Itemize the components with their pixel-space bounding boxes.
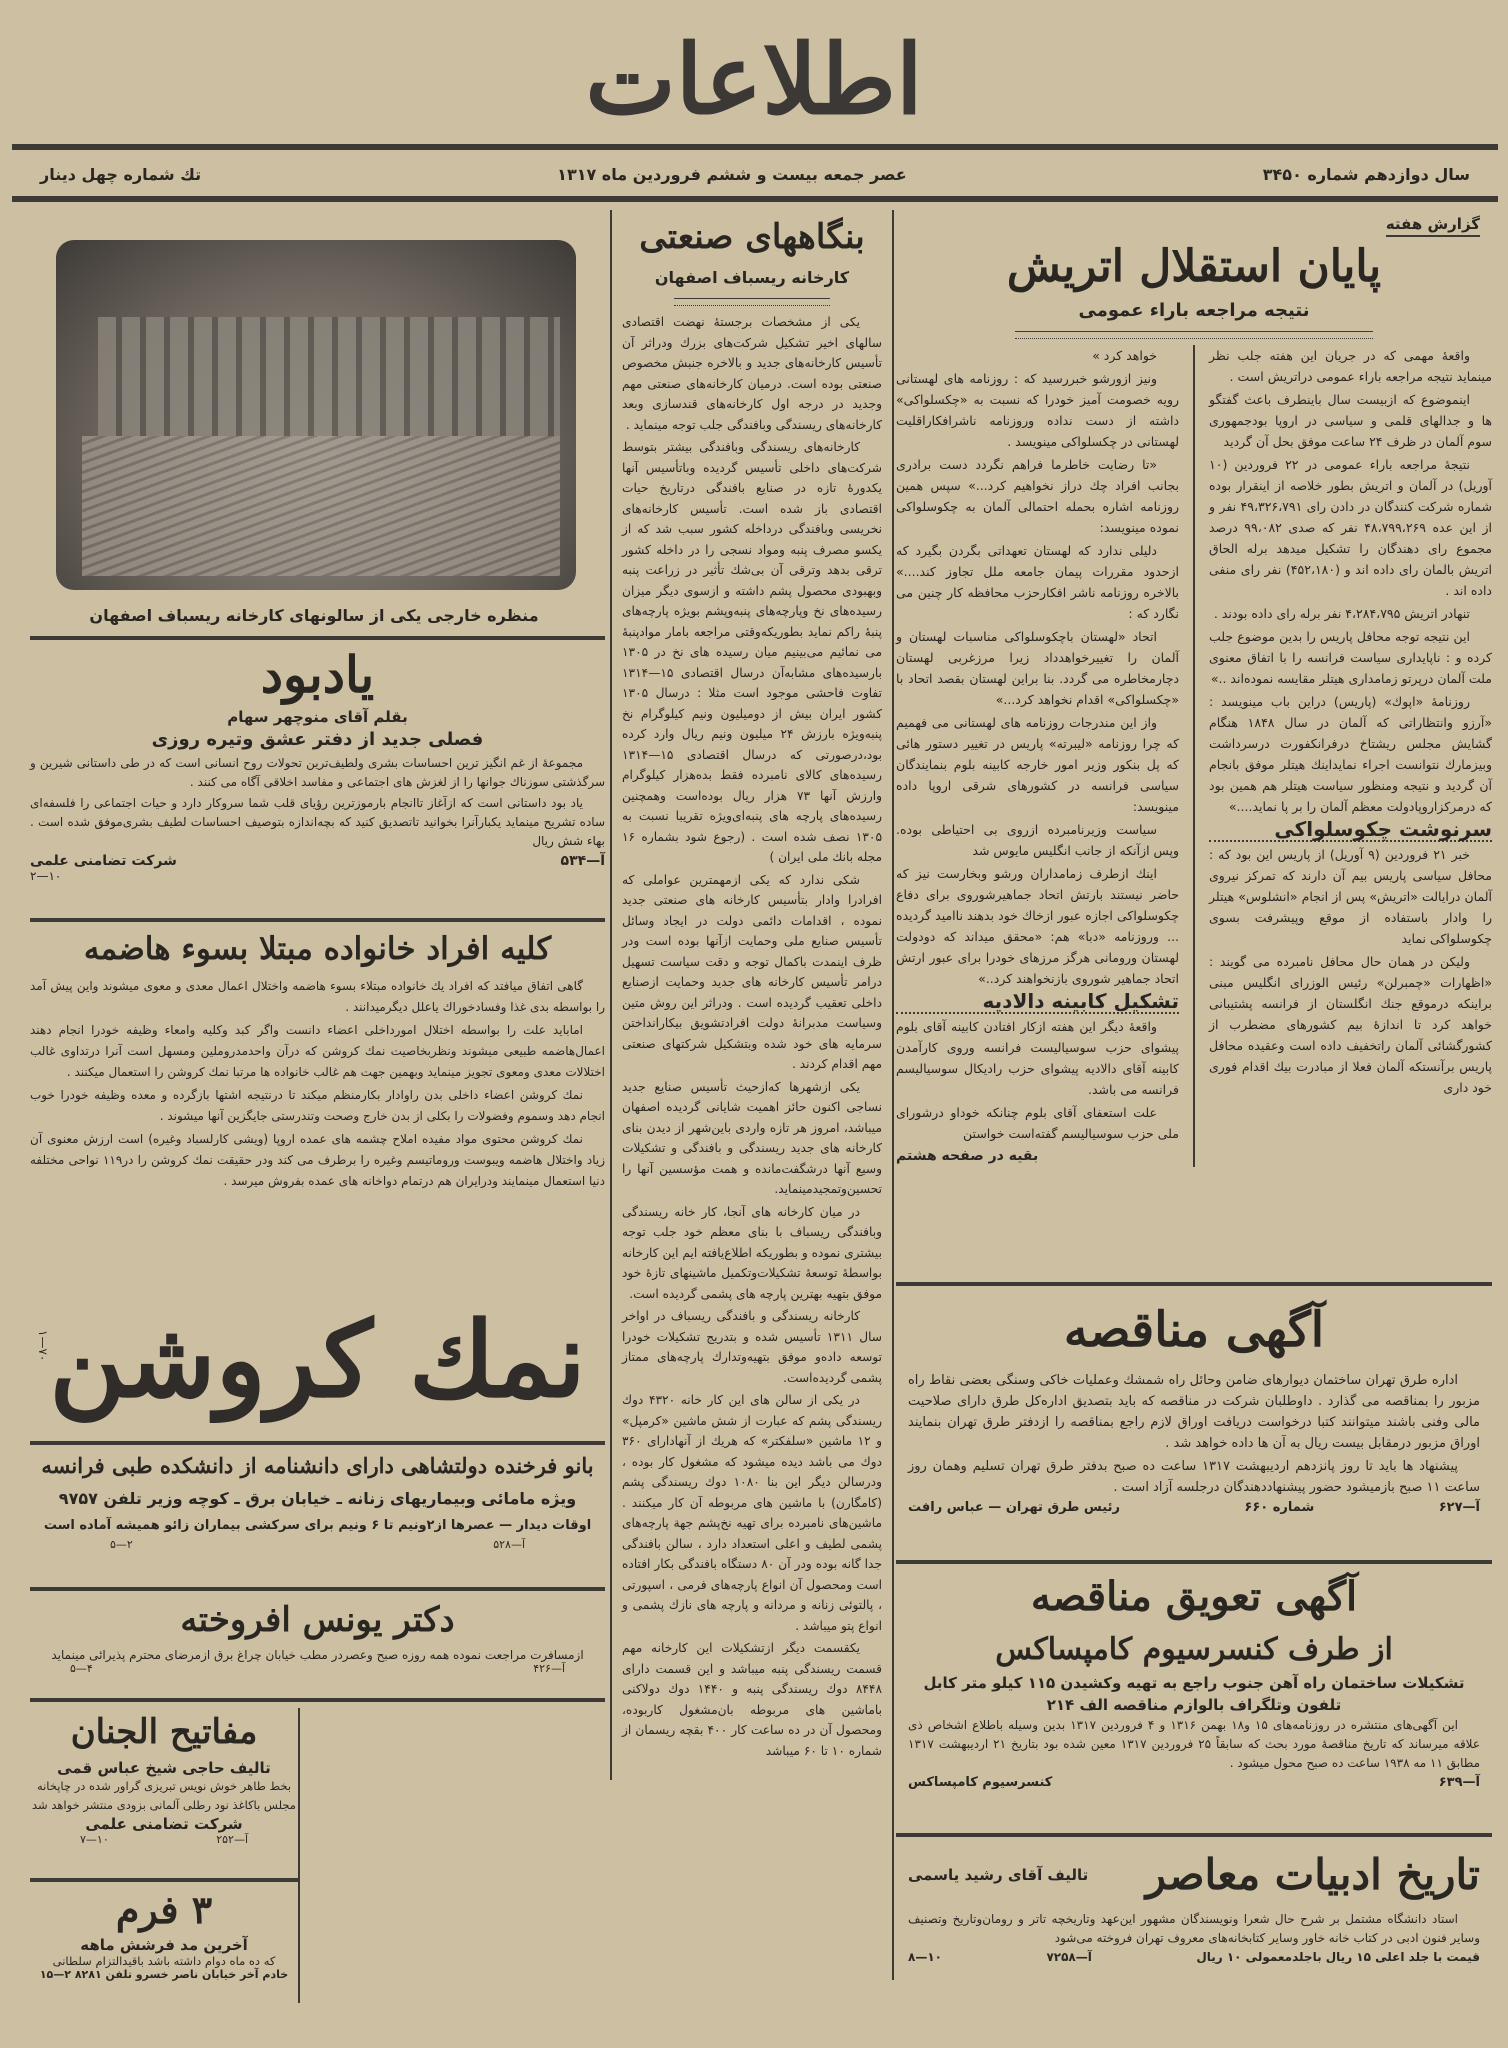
ad-title: تاریخ ادبیات معاصر xyxy=(1145,1850,1480,1899)
mafatih-book-ad xyxy=(30,1705,298,1875)
ad-code: آ—۷۲۵۸ xyxy=(1046,1950,1092,1964)
paragraph: در یکی از سالن های این کار خانه ۴۳۲۰ دوك ریسندگی پشم که عبارت از شش ماشین «کرمپل» و ۱۲ ماشین «سلفکتر» که هریك از آنهادارای ۳۶۰ دوك می باشد دیده میشود که مشغول کار بوده ، ودرسالن دیگر این بنا ۱۰۸۰ دوك ریسندگی پشم (کامگارن) با ماشین های مربوطه آن کار میکنند . ماشین‌های نامبرده برای تهیه نخ‌پشم جهة پارچه‌های پشمی لطیف و اعلی استعداد دارد ، سالن بافندگی جدا گانه بوده ودر آن ۸۰ دستگاه بافندگی بکار افتاده است ومحصول آن انواع پارچه‌های فرمی ، اسپورتی ، پالتوئی زنانه و مردانه و پارچه های نازك پشمی و انواع پتو میباشد . xyxy=(622,1393,883,1633)
section-kicker: گزارش هفته xyxy=(1386,215,1480,237)
ad-line-3: اوقات دیدار — عصرها از۲ونیم تا ۶ ونیم برای سرکشی بیماران زائو همیشه آماده است xyxy=(43,1518,592,1533)
doctor-farkhondeh-ad xyxy=(30,1448,605,1583)
paragraph: این نتیجه توجه محافل پاریس را بدین موضوع جلب کرده و : ناپایداری سیاست فرانسه را با اتفاق معنوی ملت آلمان درپرتو زمامداری هیتلر مقایسه نموده‌اند ..» xyxy=(1209,629,1492,686)
section-rule xyxy=(30,636,605,640)
tender-postponement-ad xyxy=(896,1566,1492,1828)
paragraph: مجموعهٔ از غم انگیز ترین احساسات بشری ولطیف‌ترین تحولات روح انسانی است که در طی داستانی شیرین و سرگذشتی سوزناك جوانها را از لغزش های اجتماعی و مفاسد اخلاقی آگاه می کنند . xyxy=(30,756,605,789)
article-subheadline: نتیجه مراجعه باراء عمومی xyxy=(1078,300,1310,321)
courtyard-shape xyxy=(82,436,560,576)
article-body xyxy=(622,312,882,1761)
ad-code: ۷۰—۱ xyxy=(36,1330,50,1362)
masthead xyxy=(0,20,1508,140)
dateline-rule xyxy=(12,196,1498,202)
ad-author: بقلم آقای منوچهر سهام xyxy=(227,708,408,726)
issue-date: عصر جمعه بیست و ششم فروردین ماه ۱۳۱۷ xyxy=(557,164,907,184)
paragraph: علت استعفای آقای بلوم چنانکه خوداو درشورای ملی حزب سوسیالیسم گفته‌است خواستن xyxy=(896,1105,1180,1141)
paragraph: یکی ازشهرها که‌ازحیث تأسیس صنایع جدید نساجی اکنون حائز اهمیت شایانی گردیده اصفهان میباشد، امروز هر تازه واردی باین‌شهر از دیدن بنای کارخانه های جدید ریسندگی و بافندگی و تشکیلات وسیع آنها درشگفت‌مانده و همت مؤسسین آنها را تحسین‌وتمجید‌مینماید. xyxy=(622,1079,882,1196)
newspaper-logo: اطلاعات xyxy=(585,23,923,136)
paragraph: کارخانه ریسندگی و بافندگی ریسباف در اواخر سال ۱۳۱۱ تأسیس شده و بتدریج تشکیلات خودرا توسعه داده‌و موفق بتهیه‌وتدارك پارچه‌های ممتاز پشمی گردیده‌است. xyxy=(622,1309,883,1385)
paragraph: کارخانه‌های ریسندگی وبافندگی بیشتر بتوسط شرکت‌های داخلی تأسیس گردیده وباتأسیس آنها یکدورهٔ تازه در صنایع بافندگی درتاریخ حیات اقتصادی باز شده است. تأسیس کارخانه‌های نخریسی وبافندگی درداخله کشور سبب شد که از یکسو مصرف پنبه ومواد نسجی را در داخله کشور ترقی بدهد وترقی آن بی‌شك تأثیر در زراعت پنبه وبهبودی محصول پشم داشته و ازسوی دیگر میزان رسیده‌های نخ وپارچه‌های پنبه‌وپشم بویژه پارچه‌های پنبهٔ راکم نماید بطوریکه‌وقتی مراجعه بامار موادپنبهٔ می نمائیم می‌بینیم میان رسیده های نخ در ۱۳۰۵ بارسیده‌های مشابه‌آن درسال اقتصادی ۱۵—۱۳۱۴ تفاوت فاحشی موجود است مثلا : درسال ۱۳۰۵ کشور ایران بیش از دومیلیون ونیم کیلوگرام نخ پنبه‌ویژه بارزش ۲۴ میلیون ونیم ریال وارد کرده بود،درصورتی که درسال اقتصادی ۱۵—۱۳۱۴ رسیده‌های کالای نامبرده فقط بده‌هزار کیلوگرام وارزش آنها ۷۳ هزار ریال بوده‌است وهمچنین رسیده‌های پارچه های پنبه‌ای‌ویژه تقریبا نسبت به ۱۳۰۵ نصف شده است . (رجوع شود بشماره ۱۶ مجله بانك ملی ایران ) xyxy=(622,440,882,864)
ornament-divider xyxy=(1015,331,1373,339)
issue-price: تك شماره چهل دینار xyxy=(40,164,202,184)
issue-number: سال دوازدهم شماره ۳۴۵۰ xyxy=(1262,164,1470,184)
article-headline: پایان استقلال اتریش xyxy=(1006,241,1382,292)
ad-ref: ۱۰—۷ xyxy=(80,1833,109,1846)
paragraph: واقعهٔ مهمی که در جریان این هفته جلب نظر مینماید نتیجه مراجعه باراء عمومی دراتریش است . xyxy=(1209,348,1492,384)
ad-title: دکتر یونس افروخته xyxy=(180,1600,455,1640)
ad-subtitle: آخرین مد فرشش ماهه xyxy=(80,1936,248,1954)
section-rule xyxy=(896,1282,1492,1286)
section-rule xyxy=(896,1560,1492,1564)
ad-price: قیمت با جلد اعلی ۱۵ ریال باجلدمعمولی ۱۰ ریال xyxy=(1196,1950,1480,1964)
paragraph: واقعهٔ دیگر این هفته ازکار افتادن کابینه آقای بلوم پیشوای حزب سوسیالیست فرانسه وروی کارآمدن کابینه آقای دالادیه پیشوای حزب رادیکال سوسیالیسم فرانسه می باشد. xyxy=(896,1019,1180,1097)
ad-code: آ—۴۲۶ xyxy=(533,1662,565,1675)
paragraph: تنهادر اتریش ۴،۲۸۴،۷۹۵ نفر برله رای داده بودند . xyxy=(1213,606,1470,621)
dateline xyxy=(40,160,1470,188)
ad-footer: خادم آخر خیابان ناصر خسرو تلفن ۸۲۸۱ ۲—۱۵ xyxy=(39,1968,289,1981)
ad-footer xyxy=(908,1950,1480,1964)
ad-body: که ده ماه دوام داشته باشد باقیدالتزام سلطانی xyxy=(52,1954,276,1968)
section-rule xyxy=(30,1698,605,1702)
ad-footer xyxy=(30,853,605,869)
ad-title: یادبود xyxy=(260,645,375,704)
paragraph: یاد بود داستانی است که ازآغاز تاانجام بارموزترین رؤیای قلب شما سروکار دارد و حیات اجتماعی را فلسفه‌ای ساده تشریح مینماید یکبارآنرا بخوانید تاتصدیق کنید که بچه‌اندازه بتوصیف احساسات لطیف بشری‌موفق شده است . بهاء شش ریال xyxy=(30,796,605,848)
weekly-report-article xyxy=(896,210,1492,1275)
ad-body: بخط طاهر خوش نویس تبریزی گراور شده در چاپخانه مجلس باکاغذ نود رطلی آلمانی بزودی منتشر خواهد شد xyxy=(32,1779,296,1812)
paragraph: ونیز ازورشو خبررسید که : روزنامه های لهستانی رویه خصومت آمیز خودرا که نسبت به «چکسلواکی» داشته از دست نداده وروزنامه ناشرافکاراقلیت لهستانی در چکسلواکی مینویسد . xyxy=(896,371,1180,449)
ad-title: آگهی تعویق مناقصه xyxy=(1030,1573,1358,1620)
ad-code: آ—۶۲۷ xyxy=(1438,1500,1480,1515)
paragraph: اینموضوع که ازبیست سال باینطرف باعث گفتگو ها و جدالهای قلمی و سیاسی در اروپا بودجمهوری سوم آلمان در ظرف ۲۴ ساعت موفق بحل آن گردید xyxy=(1209,392,1492,449)
ad-publisher: شرکت تضامنی علمی xyxy=(30,853,177,869)
paragraph: نتیجهٔ مراجعه باراء عمومی در ۲۲ فروردین (۱۰ آوریل) در آلمان و اتریش بطور خلاصه از اینقرار بوده شماره شرکت کنندگان در دادن رای ۴۹،۳۲۶،۷۹۱ نفر و از این عده ۴۸،۷۹۹،۲۶۹ نفر که صدی ۹۹،۰۸۲ درصد مجموع رای دهندگان را تشکیل میدهد برله الحاق اتریش بالمان رای داده اند و (۴۵۲،۱۸۰) نفر رای منفی داده اند . xyxy=(1209,457,1492,598)
column-divider xyxy=(1193,345,1195,1167)
ad-subtitle: از طرف کنسرسیوم کامپساکس xyxy=(995,1632,1393,1667)
ad-body xyxy=(908,1370,1480,1498)
section-rule xyxy=(30,1878,298,1882)
section-rule xyxy=(30,1441,605,1445)
continued-note: بقیه در صفحه هشتم xyxy=(896,1148,1039,1164)
paragraph: واز این مندرجات روزنامه های لهستانی می فهمیم که چرا روزنامه «لیبرته» پاریس در تغییر دستور هائی که پل بنکور وزیر امور خارجه کابینه بلوم بنمایندگان سیاسی فرانسه در کشورهای شرقی اروپا داده مینویسد: xyxy=(896,715,1180,814)
brand-wordmark: نمك کروشن xyxy=(49,1298,586,1421)
paragraph: روزنامهٔ «اپوك» (پاریس) دراین باب مینویسد : «آرزو وانتظاراتی که آلمان در سال ۱۸۴۸ هنگام گشایش مجلس ریشتاخ درفرانکفورت درسرداشت وبیزمارك نتوانست اجراء نمایداینك هیتلر موفق بانجام آن گردید و نتیجه ومنظور سیاست هیتلر هم همین بود که درمرکزاروپادولت معظم آلمان را بر پا نماید....» xyxy=(1209,694,1492,814)
article-subheadline: کارخانه ریسباف اصفهان xyxy=(654,268,850,287)
ad-title: آگهی مناقصه xyxy=(1063,1302,1325,1358)
paragraph: دلیلی ندارد که لهستان تعهداتی بگردن بگیرد که ازحدود مقررات پیمان جامعه ملل تجاوز کند....» بالاخره روزنامه ناشر افکارحزب محافظه کار چنین می نگارد که : xyxy=(896,543,1180,621)
farm-fabric-ad xyxy=(30,1884,298,2004)
section-rule xyxy=(30,1587,605,1591)
ad-code: آ—۶۳۹ xyxy=(1438,1775,1480,1790)
ad-ref: ۲—۵ xyxy=(110,1538,133,1551)
ad-title: مفاتیح الجنان xyxy=(70,1712,258,1752)
ad-ref: ۱۰—۸ xyxy=(908,1950,942,1964)
ornament-divider xyxy=(674,298,830,306)
ad-line-1: بانو فرخنده دولتشاهی دارای دانشنامه از دانشکده طبی فرانسه xyxy=(41,1453,594,1478)
paragraph: نمك کروشن محتوی مواد مفیده املاح چشمه های عمده اروپا (ویشی کارلسباد وغیره) است ارزش معنوی آن زیاد واختلال هاضمه ویبوست وروماتیسم وغیره را برطرف می کند ودر حقیقت نمك کروشن را در۱۱۹ نواحی مختلفه دنیا استعمال مینمایند ودرایران هم درتمام دواخانه های عمده بفروش میرسد . xyxy=(30,1132,606,1188)
ad-ref: ۱۰—۲ xyxy=(30,869,62,883)
ad-signature: کنسرسیوم کامپساکس xyxy=(908,1775,1053,1790)
paragraph: سیاست وزیرنامبرده ازروی بی احتیاطی بوده. وپس ازآنکه از جانب انگلیس مایوس شد xyxy=(896,822,1180,858)
brand-logo-block xyxy=(30,1270,605,1450)
column-divider xyxy=(298,1708,300,2003)
factory-photo xyxy=(56,240,576,590)
ad-footer xyxy=(30,1662,605,1675)
ad-author: تالیف آقای رشید یاسمی xyxy=(908,1866,1089,1884)
industry-article xyxy=(616,210,888,1990)
paragraph: این آگهی‌های منتشره در روزنامه‌های ۱۵ و۱۸ بهمن ۱۳۱۶ و ۴ فروردین ۱۳۱۷ بدین وسیله باطلاع اشخاص ذی علاقه میرساند که تاریخ مناقصهٔ مورد بحث که سابقاً ۲۵ فروردین ۱۳۱۷ معین شده بود بتاریخ ۲۱ اردیبهشت ۱۳۱۷ مطابق ۱۱ مه ۱۹۳۸ ساعت ده صبح محول میشود . xyxy=(908,1718,1480,1770)
paragraph: ولیکن در همان حال محافل نامبرده می گویند : «اظهارات «چمبرلن» رئیس الوزرای انگلیس مبنی براینکه درموقع جنك انگلستان از فرانسه پشتیبانی خواهد کرد تا اندازهٔ بیم کشورهای مضطرب از کشورگشائی آلمان راتخفیف داده است وعقیده محافل پاریس برآنستکه آلمان فعلا از مبادرت بیك اقدام فوری خود داری xyxy=(1209,954,1492,1095)
ad-publisher: شرکت تضامنی علمی xyxy=(85,1815,243,1833)
tender-ad xyxy=(896,1290,1492,1555)
paragraph: خبر ۲۱ فروردین (۹ آوریل) از پاریس این بود که : محافل سیاسی پاریس بیم آن دارند که تمرکز نیروی آلمان درایالت «اتریش» پس از انجام «انشلوس» هیتلر را وادار باستفاده از موقع وپیشرفت بسوی چکوسلواکی نماید xyxy=(1209,847,1492,946)
ad-body xyxy=(30,754,605,851)
section-heading: سرنوشت چکوسلواکی xyxy=(1209,819,1492,842)
paragraph: خواهد کرد » xyxy=(1092,348,1158,363)
photo-caption: منظره خارجی یکی از سالونهای کارخانه ریسباف اصفهان xyxy=(89,606,539,625)
ad-code: آ—۵۳۴ xyxy=(560,853,605,869)
ad-headline: کلیه افراد خانواده مبتلا بسوء هاضمه xyxy=(83,931,552,967)
report-column-right xyxy=(1209,345,1492,1167)
ad-body xyxy=(30,976,605,1192)
paragraph: «تا رضایت خاطرما فراهم نگردد دست برادری بجانب افراد چك دراز نخواهیم کرد...» سپس همین روزنامه اشاره بحمله احتمالی آلمان به چکوسلواکی نموده مینویسد: xyxy=(896,457,1180,535)
masthead-rule xyxy=(12,144,1498,150)
paragraph: یکی از مشخصات برجستهٔ نهضت اقتصادی سالهای اخیر تشکیل شرکت‌های بزرك ودراثر آن تأسیس کارخانه‌های جدید و بالاخره جنبش مخصوص صنعتی بوده است. درمیان کارخانه‌های صنعتی مهم وجدید در درجه اول کارخانه‌های قندسازی وبعد کارخانه‌های ریسندگی وبافندگی جلب توجه مینماید . xyxy=(622,315,882,432)
ad-ref: ۴—۵ xyxy=(70,1662,93,1675)
ad-ref-row xyxy=(30,869,605,883)
ad-number: شماره ۶۶۰ xyxy=(1244,1500,1315,1515)
paragraph: نمك کروشن اعضاء داخلی بدن راوادار بکارمنظم میکند تا درنتیجه اشتها بازگرده و معده وظیفه خودرا خوب انجام دهد وسموم وفضولات را بکلی از بدن خارج وصحت وتندرستی جایگزین آنها میشوند . xyxy=(30,1088,605,1123)
column-divider xyxy=(610,210,612,1780)
ad-code: آ—۵۲۸ xyxy=(493,1538,525,1551)
section-rule xyxy=(896,1833,1492,1837)
paragraph: اینك ازطرف زمامداران ورشو وبخارست نیز که حاضر نیستند بارتش اتحاد جماهیرشوروی برای دفاع چکوسلواکی اجازه عبور ازخاك خود بدهند ناامید گردیده ... وروزنامه «دبا» هم: «محقق میداند که دودولت لهستان ورومانی هرگز مرزهای خودرا برای عبور ارتش اتحاد جماهیر شوروی بازنخواهند کرد..» xyxy=(896,866,1180,986)
ad-title: ۳ فرم xyxy=(115,1887,213,1932)
paragraph: اتحاد «لهستان باچکوسلواکی مناسبات لهستان و آلمان را تغییرخواهدداد زیرا مرزغربی لهستان دچارمخاطره می گردد. بنا براین لهستان بقصد اتحاد با «چکسلواکی» اقدام نخواهد کرد...» xyxy=(896,629,1180,707)
article-headline: بنگاههای صنعتی xyxy=(639,217,865,257)
ad-line-2: ویژه مامائی وبیماریهای زنانه ـ خیابان برق ـ کوچه وزیر تلفن ۹۷۵۷ xyxy=(58,1489,577,1508)
yadbud-book-ad xyxy=(30,642,605,912)
ad-body xyxy=(908,1716,1480,1773)
ad-body xyxy=(908,1910,1480,1948)
ad-bold-line: تشکیلات ساختمان راه آهن جنوب راجع به تهیه وکشیدن ۱۱۵ کیلو متر کابل تلفون وتلگراف بالوازم مناقصه الف ۲۱۴ xyxy=(923,1674,1465,1714)
paragraph: یکقسمت دیگر ازتشکیلات این کارخانه مهم قسمت ریسندگی پنبه میباشد و این قسمت دارای ۸۴۴۸ دوك ریسندگی پنبه و ۱۴۴۰ دوك دولاکنی باماشین های مربوطه بان‌مشغول کاربوده، ومحصول آن در ده ساعت کار ۴۰۰ بقچه ریسمان از شماره ۱۰ تا ۶۰ میباشد xyxy=(622,1641,882,1758)
paragraph: استاد دانشگاه مشتمل بر شرح حال شعرا ونویسندگان مشهور این‌عهد وتاریخچه تاتر و رومان‌وتاریخ وتصنیف وسایر فنون ادبی در کتاب خانه خاور وسایر کتابخانه‌های معروف تهران فروخته می‌شود xyxy=(908,1912,1480,1945)
ad-subtitle: فصلی جدید از دفتر عشق وتیره روزی xyxy=(151,729,484,750)
ad-footer xyxy=(908,1500,1480,1515)
paragraph: در میان کارخانه های آنجا، کار خانه ریسندگی وبافندگی ریسباف با بنای معظم خود جلب توجه بیشتری نموده و بطوریکه اطلاع‌یافته ایم این کارخانه بواسطهٔ توسعهٔ تشکیلات‌وتکمیل ماشینهای تازهٔ خود موفق بتهیه بهترین پارچه های پشمی گردیده است. xyxy=(622,1204,882,1301)
paragraph: امابايد علت را بواسطه اختلال امورداخلی اعضاء دانست واگر کبد وکلیه وامعاء وظیفه خودرا انجام دهند اعمال‌هاضمه طبیعی میشوند ونظربخاصیت نمك کروشن که درآن واحدمدروملین ومسهل است آنرا درتداوی غالب اختلالات معدی ومعوی تجویز مینماید وبهمین جهت هم غالب خانواده ها مرتبا نمك کروشن را استعمال میکنند . xyxy=(30,1023,605,1079)
paragraph: گاهی اتفاق میافتد که افراد یك خانواده مبتلاء بسوء هاضمه واختلال اعمال معدی و معوی میشوند واین پیش آمد را بواسطه بدی غذا وفسادخوراك یاعلل دیگرمیدانند . xyxy=(30,979,605,1014)
doctor-younes-ad xyxy=(30,1592,605,1687)
paragraph: پیشنهاد ها باید تا روز پانزدهم اردیبهشت ۱۳۱۷ ساعت ده صبح بدفتر طرق تهران تسلیم وهمان روز ساعت ۱۱ صبح بازمیشود حضور پیشنهاددهندگان درجلسه آزاد است . xyxy=(908,1459,1480,1495)
paragraph: اداره طرق تهران ساختمان دیوارهای ضامن وحائل راه شمشك وعملیات خاکی وسنگی بعضی نقاط راه مزبور را بمناقصه می گذارد . داوطلبان شرکت در مناقصه که باید بتصدیق اداره‌کل طرق دارای صلاحیت مالی وفنی باشند میتوانند کتبا درخواست دریافت اوراق لازم راجع بمناقصه را ازدفتر طرق تهران بنمایند اوراق مزبور درمقابل بیست ریال به آن ها داده خواهد شد . xyxy=(908,1373,1480,1451)
ad-footer xyxy=(30,1538,605,1551)
ad-signature: رئیس طرق تهران — عباس رافت xyxy=(908,1500,1120,1515)
section-heading: تشکیل کابینه دالادیه xyxy=(896,991,1179,1014)
ad-author: تالیف حاجی شیخ عباس قمی xyxy=(57,1759,271,1777)
ad-body: ازمسافرت مراجعت نموده همه روزه صبح وعصردر مطب خیابان چراغ برق ازمرضای محترم پذیرائی مینماید xyxy=(51,1648,584,1662)
ad-code: آ—۲۵۲ xyxy=(216,1833,248,1846)
paragraph: شکی ندارد که یکی ازمهمترین عواملی که افرادرا وادار بتأسیس کارخانه های صنعتی جدید نموده ، اقدامات دائمی دولت در ایجاد وسائل تأسیس صنایع ملی وحمایت ازآنها بوده است ودر ظرف اینمدت باکمال توجه و دقت سیاست تسهیل درامر تأسیس کارخانه های جدید وحمایت ازصنایع داخلی تعقیب گردیده است . ودراثر این روش متین وسیاست مدبرانهٔ دولت افرادتشویق بیکارانداختن سرمایه های خود شده وبتشکیل شرکتهای صنعتی مهم اقدام کردند . xyxy=(622,872,882,1071)
literature-ad xyxy=(896,1840,1492,1980)
factory-building-shape xyxy=(98,317,561,436)
report-column-left xyxy=(896,345,1179,1167)
ad-footer xyxy=(908,1775,1480,1790)
ad-footer xyxy=(30,1833,298,1846)
column-divider xyxy=(892,210,894,1980)
